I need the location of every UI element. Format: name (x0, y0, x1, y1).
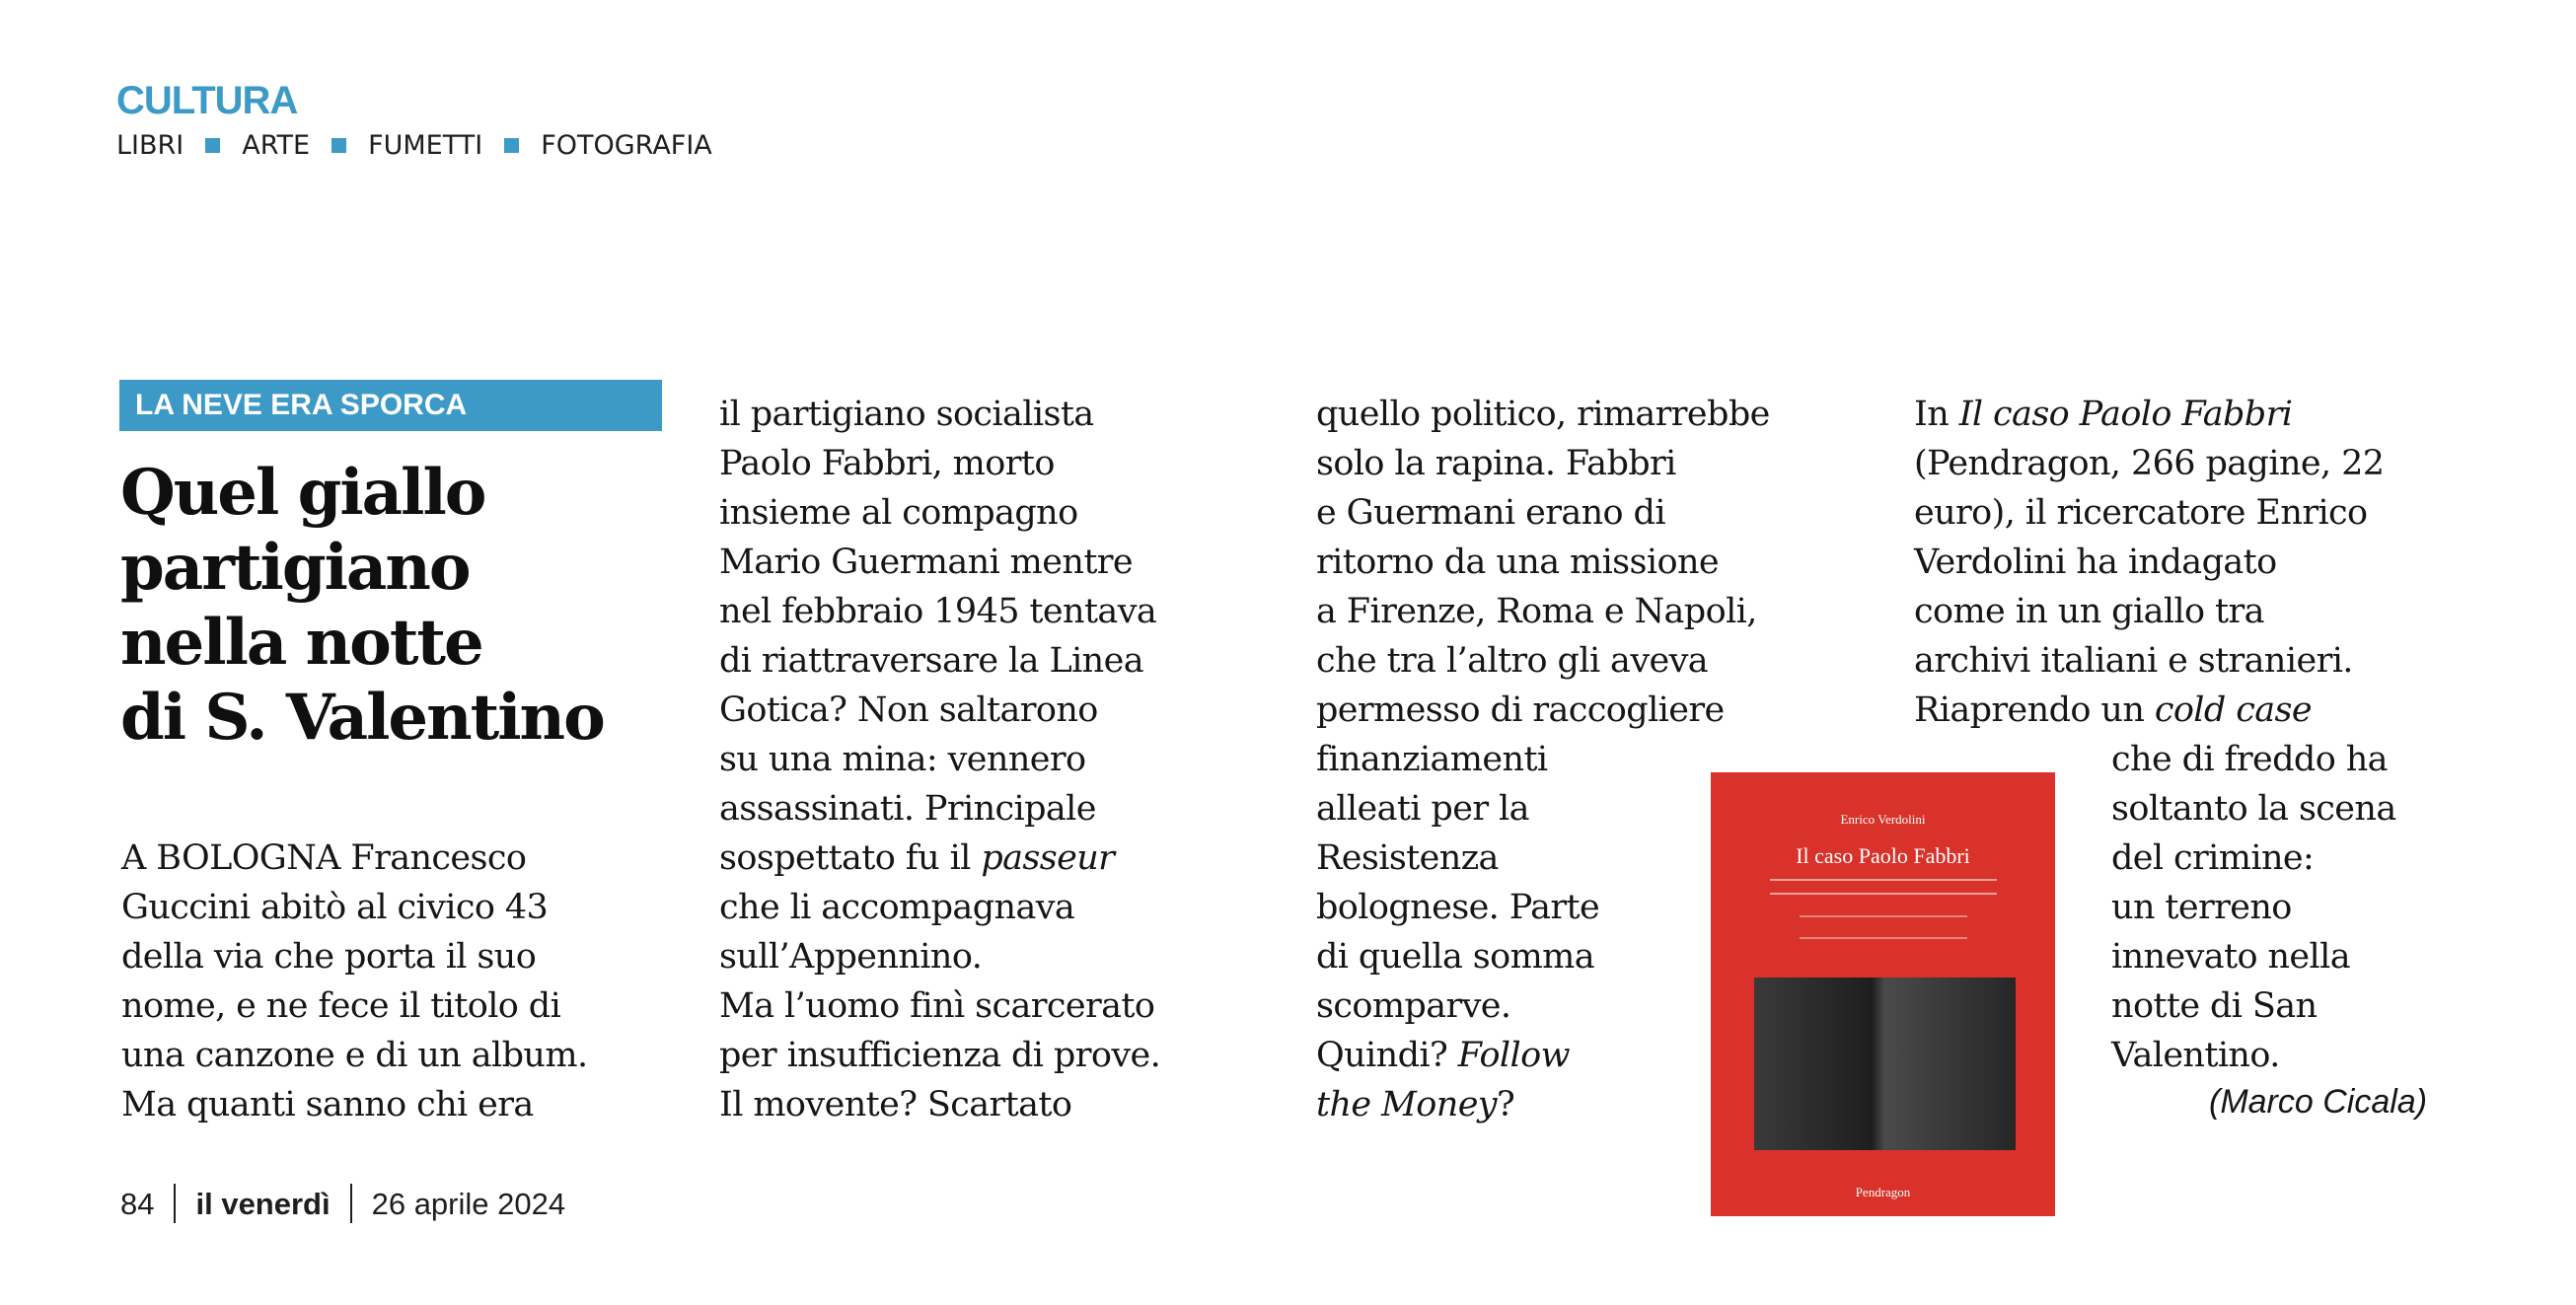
body-text-line: assassinati. Principale (719, 789, 1096, 829)
body-text-line: innevato nella (2111, 937, 2351, 977)
body-text-line: il partigiano socialista (719, 395, 1094, 434)
body-text-line: sospettato fu il passeur (719, 838, 1115, 878)
subsection-nav (116, 132, 712, 159)
article-column-1 (121, 834, 703, 1129)
body-text-line: su una mina: vennero (719, 740, 1086, 779)
body-text-line: finanziamenti (1316, 740, 1548, 779)
body-text-line: a Firenze, Roma e Napoli, (1316, 592, 1757, 631)
body-text-line: Il movente? Scartato (719, 1085, 1072, 1124)
body-text-line: Quindi? Follow (1316, 1036, 1570, 1075)
body-text-line: per insufficienza di prove. (719, 1036, 1161, 1075)
body-text-line: Paolo Fabbri, morto (719, 444, 1055, 483)
subsection-fotografia[interactable]: FOTOGRAFIA (541, 130, 712, 161)
book-cover-image (1711, 772, 2055, 1216)
body-text-line: di riattraversare la Linea (719, 641, 1144, 681)
book-subtitle-lines (1770, 879, 1997, 895)
body-text-line: (Pendragon, 266 pagine, 22 (1914, 444, 2385, 483)
body-text-line: di quella somma (1316, 937, 1595, 977)
body-text-line: archivi italiani e stranieri. (1914, 641, 2353, 681)
headline-line: di S. Valentino (120, 681, 604, 755)
page-number: 84 (120, 1186, 155, 1221)
headline-line: partigiano (120, 531, 470, 605)
book-publisher: Pendragon (1855, 1185, 1911, 1199)
body-text-line: euro), il ricercatore Enrico (1914, 493, 2368, 533)
section-title: CULTURA (116, 79, 298, 122)
body-text-line: notte di San (2111, 986, 2318, 1026)
article-column-2 (719, 390, 1311, 1129)
book-preface-lines (1800, 915, 1967, 939)
body-text-line: che di freddo ha (2111, 740, 2388, 779)
body-text-line: della via che porta il suo (121, 937, 537, 977)
body-text-line: Riaprendo un cold case (1914, 690, 2312, 730)
body-text-line: Ma quanti sanno chi era (121, 1085, 534, 1124)
body-text-line: Ma l’uomo finì scarcerato (719, 986, 1155, 1026)
headline-line: Quel giallo (120, 456, 485, 530)
body-text-line: Guccini abitò al civico 43 (121, 888, 549, 927)
body-text-line: scomparve. (1316, 986, 1511, 1026)
body-text-line: che tra l’altro gli aveva (1316, 641, 1709, 681)
page-footer (120, 1184, 565, 1223)
subsection-arte[interactable]: ARTE (242, 130, 311, 161)
body-text-line: nome, e ne fece il titolo di (121, 986, 561, 1026)
body-text-line: Verdolini ha indagato (1914, 543, 2277, 582)
body-text-line: Gotica? Non saltarono (719, 690, 1098, 730)
article-kicker: LA NEVE ERA SPORCA (119, 380, 662, 431)
body-text-line: nel febbraio 1945 tentava (719, 592, 1157, 631)
book-author: Enrico Verdolini (1840, 812, 1926, 827)
body-text-line: soltanto la scena (2111, 789, 2396, 829)
body-text-line: e Guermani erano di (1316, 493, 1665, 533)
body-text-line: Valentino. (2111, 1036, 2280, 1075)
book-title: Il caso Paolo Fabbri (1796, 843, 1970, 868)
square-bullet-icon (331, 138, 346, 153)
body-text-line: quello politico, rimarrebbe (1316, 395, 1770, 434)
square-bullet-icon (205, 138, 220, 153)
square-bullet-icon (504, 138, 519, 153)
author-signature: (Marco Cicala) (2209, 1083, 2428, 1121)
body-text-line: insieme al compagno (719, 493, 1078, 533)
body-text-line: bolognese. Parte (1316, 888, 1600, 927)
body-text-line: alleati per la (1316, 789, 1529, 829)
body-text-line: sull’Appennino. (719, 937, 983, 977)
footer-divider (350, 1184, 352, 1223)
body-text-line: the Money? (1316, 1085, 1515, 1124)
body-text-line: del crimine: (2111, 838, 2315, 878)
article-headline (120, 456, 693, 756)
body-text-line: ritorno da una missione (1316, 543, 1720, 582)
subsection-fumetti[interactable]: FUMETTI (368, 130, 483, 161)
body-text-line: Mario Guermani mentre (719, 543, 1134, 582)
body-text-line: che li accompagnava (719, 888, 1075, 927)
issue-date: 26 aprile 2024 (371, 1186, 566, 1221)
magazine-name: il venerdì (195, 1186, 331, 1221)
headline-line: nella notte (120, 606, 482, 680)
body-text-line: Resistenza (1316, 838, 1499, 878)
body-text-line: come in un giallo tra (1914, 592, 2264, 631)
mugshot-photo (1754, 978, 2016, 1150)
body-text-line: solo la rapina. Fabbri (1316, 444, 1676, 483)
body-text-line: permesso di raccogliere (1316, 690, 1725, 730)
body-text-line: In Il caso Paolo Fabbri (1914, 395, 2293, 434)
subsection-libri[interactable]: LIBRI (116, 130, 184, 161)
body-text-line: A BOLOGNA Francesco (121, 838, 527, 878)
body-text-line: una canzone e di un album. (121, 1036, 588, 1075)
body-text-line: un terreno (2111, 888, 2292, 927)
footer-divider (174, 1184, 176, 1223)
